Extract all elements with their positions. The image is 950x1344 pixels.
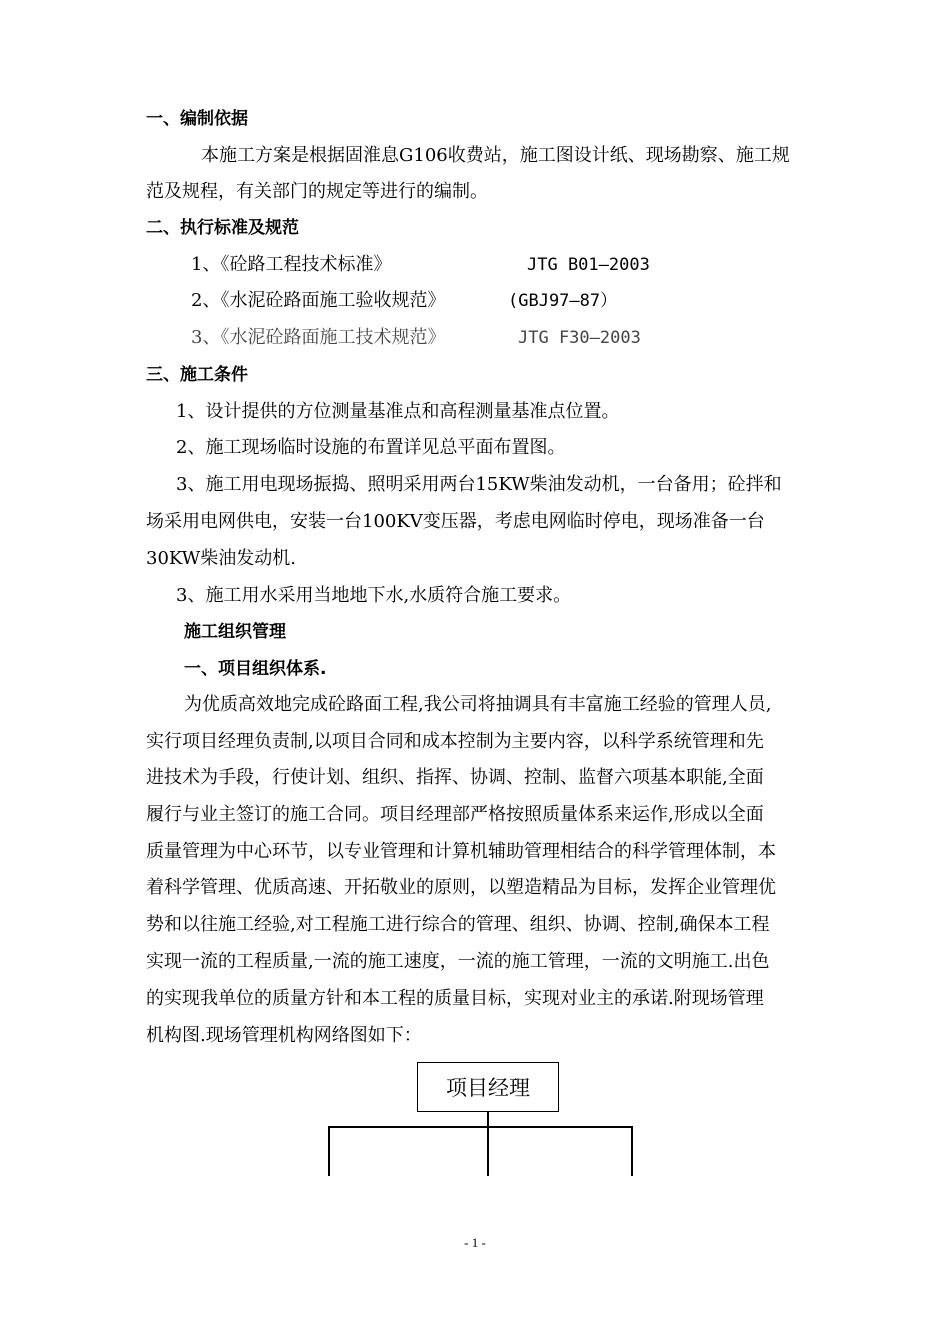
org-chart-center-branch (487, 1126, 489, 1176)
condition-item-4: 3、施工用水采用当地地下水,水质符合施工要求。 (176, 585, 572, 606)
org-paragraph-line-7: 势和以往施工经验,对工程施工进行综合的管理、组织、协调、控制,确保本工程 (146, 914, 770, 935)
condition-item-3-line-3: 30KW柴油发动机. (146, 548, 296, 569)
org-paragraph-line-8: 实现一流的工程质量,一流的施工速度，一流的施工管理，一流的文明施工.出色 (146, 951, 770, 972)
org-paragraph-line-6: 着科学管理、优质高速、开拓敬业的原则，以塑造精品为目标，发挥企业管理优 (146, 877, 776, 898)
org-chart-stem-line (487, 1112, 489, 1127)
org-paragraph-line-2: 实行项目经理负责制,以项目合同和成本控制为主要内容，以科学系统管理和先 (146, 731, 764, 752)
org-paragraph-line-10: 机构图.现场管理机构网络图如下： (146, 1025, 422, 1046)
section-heading-conditions: 三、施工条件 (146, 365, 248, 385)
org-paragraph-line-3: 进技术为手段，行使计划、组织、指挥、协调、控制、监督六项基本职能,全面 (146, 767, 764, 788)
section-title-organization: 施工组织管理 (184, 622, 286, 642)
org-chart-right-branch (631, 1126, 633, 1176)
page-number: - 1 - (464, 1235, 486, 1250)
org-paragraph-line-4: 履行与业主签订的施工合同。项目经理部严格按照质量体系来运作,形成以全面 (146, 804, 764, 825)
standard-ref-1-title: 1、《砼路工程技术标准》 (191, 254, 392, 275)
condition-item-2: 2、施工现场临时设施的布置详见总平面布置图。 (176, 437, 566, 458)
org-chart-branch-bar (328, 1126, 633, 1128)
standard-ref-1-code: JTG B01—2003 (527, 255, 650, 275)
condition-item-3-line-1: 3、施工用电现场振捣、照明采用两台15KW柴油发动机，一台备用；砼拌和 (176, 474, 782, 495)
org-paragraph-line-5: 质量管理为中心环节，以专业管理和计算机辅助管理相结合的科学管理体制，本 (146, 841, 776, 862)
org-paragraph-line-1: 为优质高效地完成砼路面工程,我公司将抽调具有丰富施工经验的管理人员, (184, 694, 772, 715)
org-chart-project-manager-label: 项目经理 (446, 1076, 530, 1100)
subheading-org-system: 一、项目组织体系. (184, 659, 327, 679)
basis-paragraph-line-2: 范及规程，有关部门的规定等进行的编制。 (146, 181, 488, 202)
standard-ref-2-code: (GBJ97—87） (508, 291, 618, 311)
condition-item-1: 1、设计提供的方位测量基准点和高程测量基准点位置。 (176, 401, 620, 422)
section-heading-basis: 一、编制依据 (146, 109, 248, 129)
org-chart-left-branch (328, 1126, 330, 1176)
section-heading-standards: 二、执行标准及规范 (146, 218, 299, 238)
standard-ref-3-title: 3、《水泥砼路面施工技术规范》 (191, 327, 446, 348)
basis-paragraph-line-1: 本施工方案是根据固淮息G106收费站，施工图设计纸、现场勘察、施工规 (201, 145, 790, 166)
standard-ref-2-title: 2、《水泥砼路面施工验收规范》 (191, 290, 446, 311)
org-chart-project-manager-box (417, 1062, 559, 1112)
standard-ref-3-code: JTG F30—2003 (518, 328, 641, 348)
org-paragraph-line-9: 的实现我单位的质量方针和本工程的质量目标，实现对业主的承诺.附现场管理 (146, 988, 764, 1009)
condition-item-3-line-2: 场采用电网供电，安装一台100KV变压器，考虑电网临时停电，现场准备一台 (146, 511, 765, 532)
